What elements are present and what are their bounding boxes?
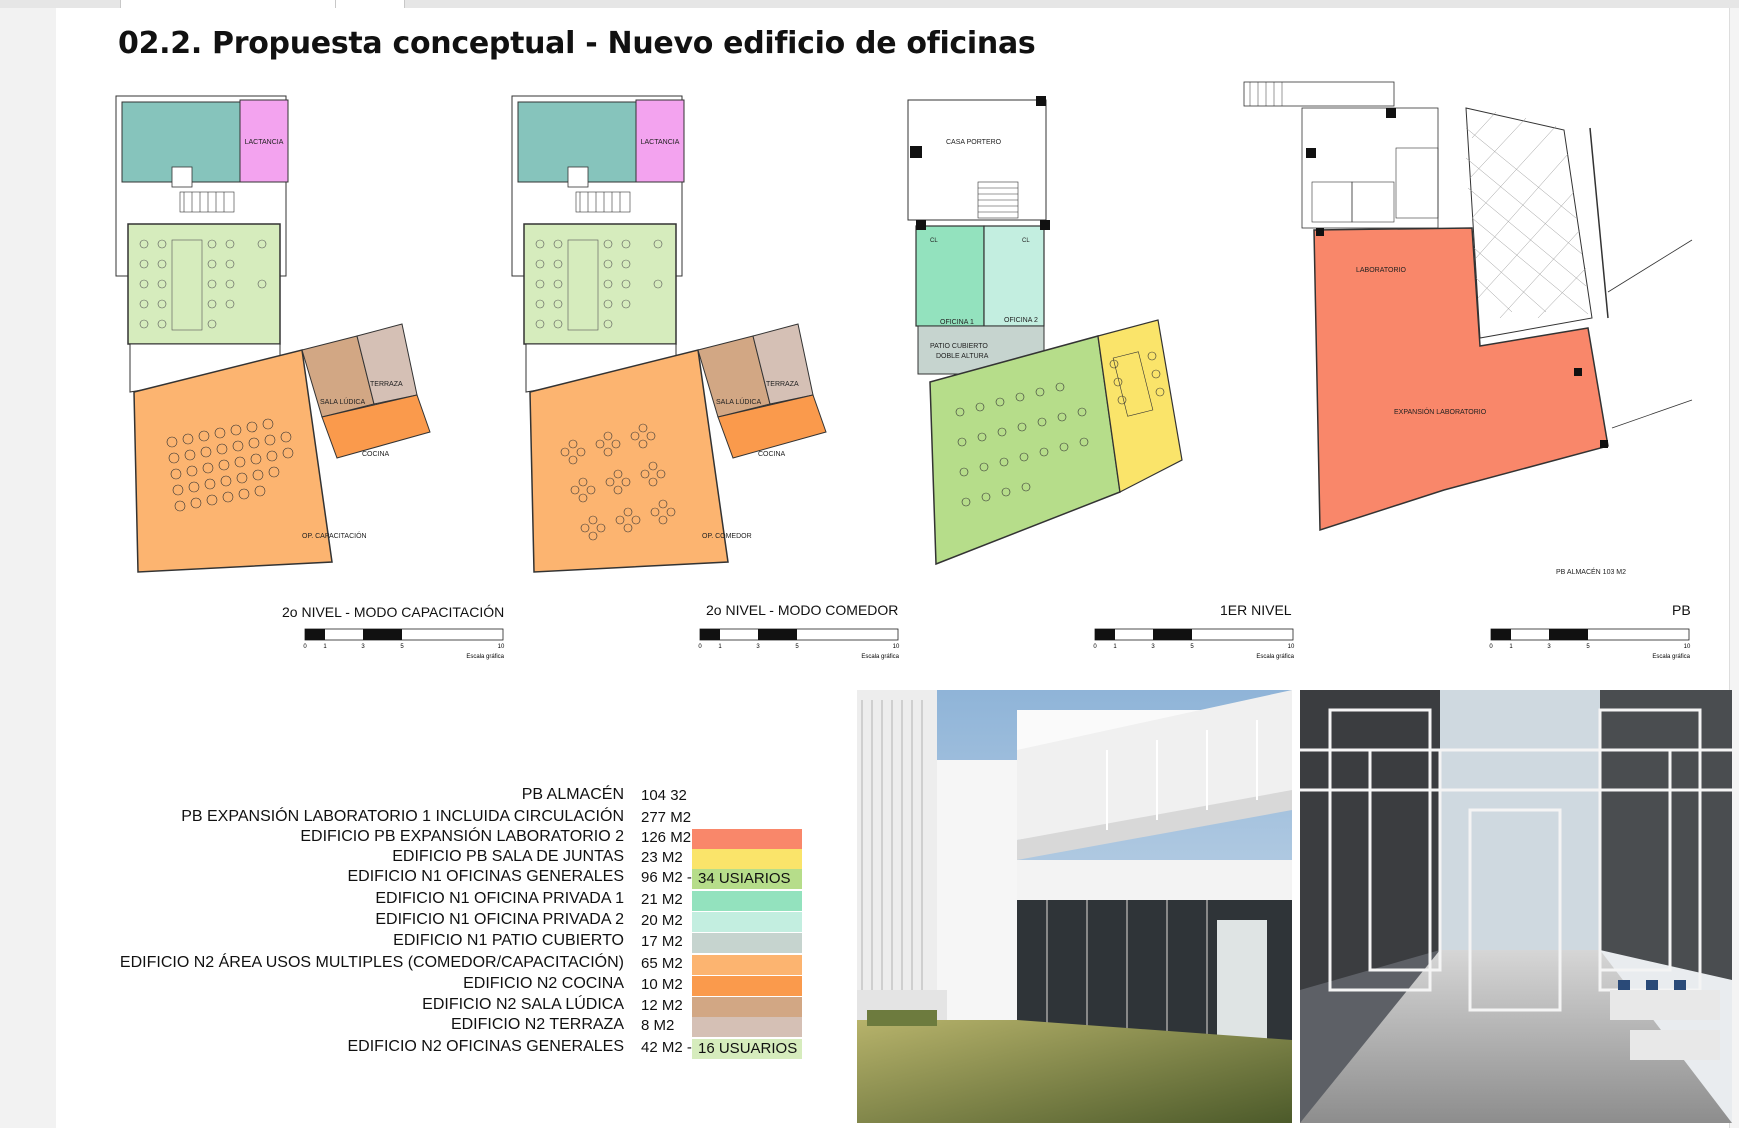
area-name: EDIFICIO N2 OFICINAS GENERALES xyxy=(347,1038,624,1055)
room-label: CL xyxy=(930,238,938,244)
color-swatch xyxy=(692,1039,802,1059)
scale-label: Escala gráfica xyxy=(1256,654,1294,660)
color-swatch xyxy=(692,997,802,1017)
scale-tick: 10 xyxy=(497,644,505,650)
scale-tick: 3 xyxy=(1151,644,1155,650)
scale-label: Escala gráfica xyxy=(466,654,504,660)
color-swatch xyxy=(692,955,802,975)
area-name: PB EXPANSIÓN LABORATORIO 1 INCLUIDA CIRCULACIÓN xyxy=(181,808,624,825)
area-name: EDIFICIO N1 PATIO CUBIERTO xyxy=(393,932,624,949)
area-name: EDIFICIO PB EXPANSIÓN LABORATORIO 2 xyxy=(300,828,624,845)
scale-tick: 3 xyxy=(361,644,365,650)
area-value: 17 M2 xyxy=(641,933,683,950)
scale-bar xyxy=(699,628,899,664)
scale-tick: 1 xyxy=(1113,644,1117,650)
room-label: PB ALMACÉN 103 M2 xyxy=(1556,569,1627,576)
color-swatch xyxy=(692,869,802,889)
area-value: 12 M2 xyxy=(641,997,683,1014)
color-swatch xyxy=(692,829,802,849)
floor-plan-1er-nivel xyxy=(900,92,1240,572)
scale-tick: 5 xyxy=(795,644,799,650)
room-label: EXPANSIÓN LABORATORIO xyxy=(1394,409,1487,416)
scale-label: Escala gráfica xyxy=(1652,654,1690,660)
room-label: CASA PORTERO xyxy=(946,139,1002,146)
room-label: TERRAZA xyxy=(370,381,403,388)
room-label: LACTANCIA xyxy=(244,139,284,146)
scale-tick: 10 xyxy=(1683,644,1691,650)
scale-tick: 0 xyxy=(1093,644,1097,650)
room-label: LACTANCIA xyxy=(640,139,680,146)
color-swatch xyxy=(692,912,802,932)
area-name: EDIFICIO N2 COCINA xyxy=(463,975,624,992)
area-value: 42 M2 - xyxy=(641,1039,692,1056)
room-label: OP. COMEDOR xyxy=(702,533,752,540)
area-value: 10 M2 xyxy=(641,976,683,993)
top-bar xyxy=(0,0,1739,8)
scale-tick: 10 xyxy=(1287,644,1295,650)
room-label: LABORATORIO xyxy=(1356,267,1406,274)
room-label: OFICINA 1 xyxy=(940,319,974,326)
room-label: SALA LÚDICA xyxy=(716,399,762,406)
area-value: 23 M2 xyxy=(641,849,683,866)
room-label: TERRAZA xyxy=(766,381,799,388)
room-label: PATIO CUBIERTO xyxy=(930,343,988,350)
scale-bar xyxy=(1490,628,1690,664)
area-value: 104 32 xyxy=(641,787,687,804)
area-value: 21 M2 xyxy=(641,891,683,908)
room-label: CL xyxy=(1022,238,1030,244)
interior-render-image xyxy=(1300,690,1732,1123)
plan-title: 2o NIVEL - MODO CAPACITACIÓN xyxy=(282,604,505,620)
scale-tick: 10 xyxy=(892,644,900,650)
color-swatch xyxy=(692,933,802,953)
area-value: 65 M2 xyxy=(641,955,683,972)
plan-title: PB xyxy=(1672,602,1691,618)
area-name: PB ALMACÉN xyxy=(521,786,624,803)
scale-tick: 5 xyxy=(1586,644,1590,650)
room-label: SALA LÚDICA xyxy=(320,399,366,406)
scale-tick: 0 xyxy=(698,644,702,650)
area-name: EDIFICIO N2 TERRAZA xyxy=(450,1016,624,1033)
scale-tick: 5 xyxy=(1190,644,1194,650)
scale-bar xyxy=(304,628,504,664)
room-label: DOBLE ALTURA xyxy=(936,353,989,360)
floor-plan-comedor xyxy=(508,92,838,572)
scale-tick: 0 xyxy=(303,644,307,650)
scale-tick: 5 xyxy=(400,644,404,650)
scale-tick: 1 xyxy=(718,644,722,650)
scale-tick: 1 xyxy=(1509,644,1513,650)
scale-tick: 1 xyxy=(323,644,327,650)
room-label: OP. CAPACITACIÓN xyxy=(302,533,367,540)
area-value: 20 M2 xyxy=(641,912,683,929)
color-swatch xyxy=(692,1017,802,1037)
room-label: OFICINA 2 xyxy=(1004,317,1038,324)
floor-plan-pb xyxy=(1236,78,1696,578)
room-label: COCINA xyxy=(758,451,786,458)
area-name: EDIFICIO N1 OFICINA PRIVADA 1 xyxy=(375,890,624,907)
plan-title: 2o NIVEL - MODO COMEDOR xyxy=(706,602,899,618)
room-label: COCINA xyxy=(362,451,390,458)
scale-tick: 0 xyxy=(1489,644,1493,650)
users-count: 16 USUARIOS xyxy=(698,1040,798,1057)
exterior-render-image xyxy=(857,690,1292,1123)
area-name: EDIFICIO PB SALA DE JUNTAS xyxy=(392,848,624,865)
area-name: EDIFICIO N2 SALA LÚDICA xyxy=(422,996,624,1013)
area-name: EDIFICIO N2 ÁREA USOS MULTIPLES (COMEDOR/CAPACITACIÓN) xyxy=(119,954,624,971)
scale-tick: 3 xyxy=(756,644,760,650)
color-swatch xyxy=(692,849,802,869)
page-title: 02.2. Propuesta conceptual - Nuevo edificio de oficinas xyxy=(118,26,1036,61)
users-count: 34 USIARIOS xyxy=(698,870,791,887)
color-swatch xyxy=(692,976,802,996)
area-value: 277 M2 xyxy=(641,809,692,826)
scale-label: Escala gráfica xyxy=(861,654,899,660)
floor-plan-capacitacion xyxy=(112,92,442,572)
area-name: EDIFICIO N1 OFICINAS GENERALES xyxy=(347,868,624,885)
scale-tick: 3 xyxy=(1547,644,1551,650)
plan-title: 1ER NIVEL xyxy=(1220,602,1292,618)
area-value: 96 M2 - xyxy=(641,869,692,886)
area-name: EDIFICIO N1 OFICINA PRIVADA 2 xyxy=(375,911,624,928)
area-value: 126 M2 xyxy=(641,829,692,846)
area-value: 8 M2 xyxy=(641,1017,675,1034)
color-swatch xyxy=(692,891,802,911)
scale-bar xyxy=(1094,628,1294,664)
